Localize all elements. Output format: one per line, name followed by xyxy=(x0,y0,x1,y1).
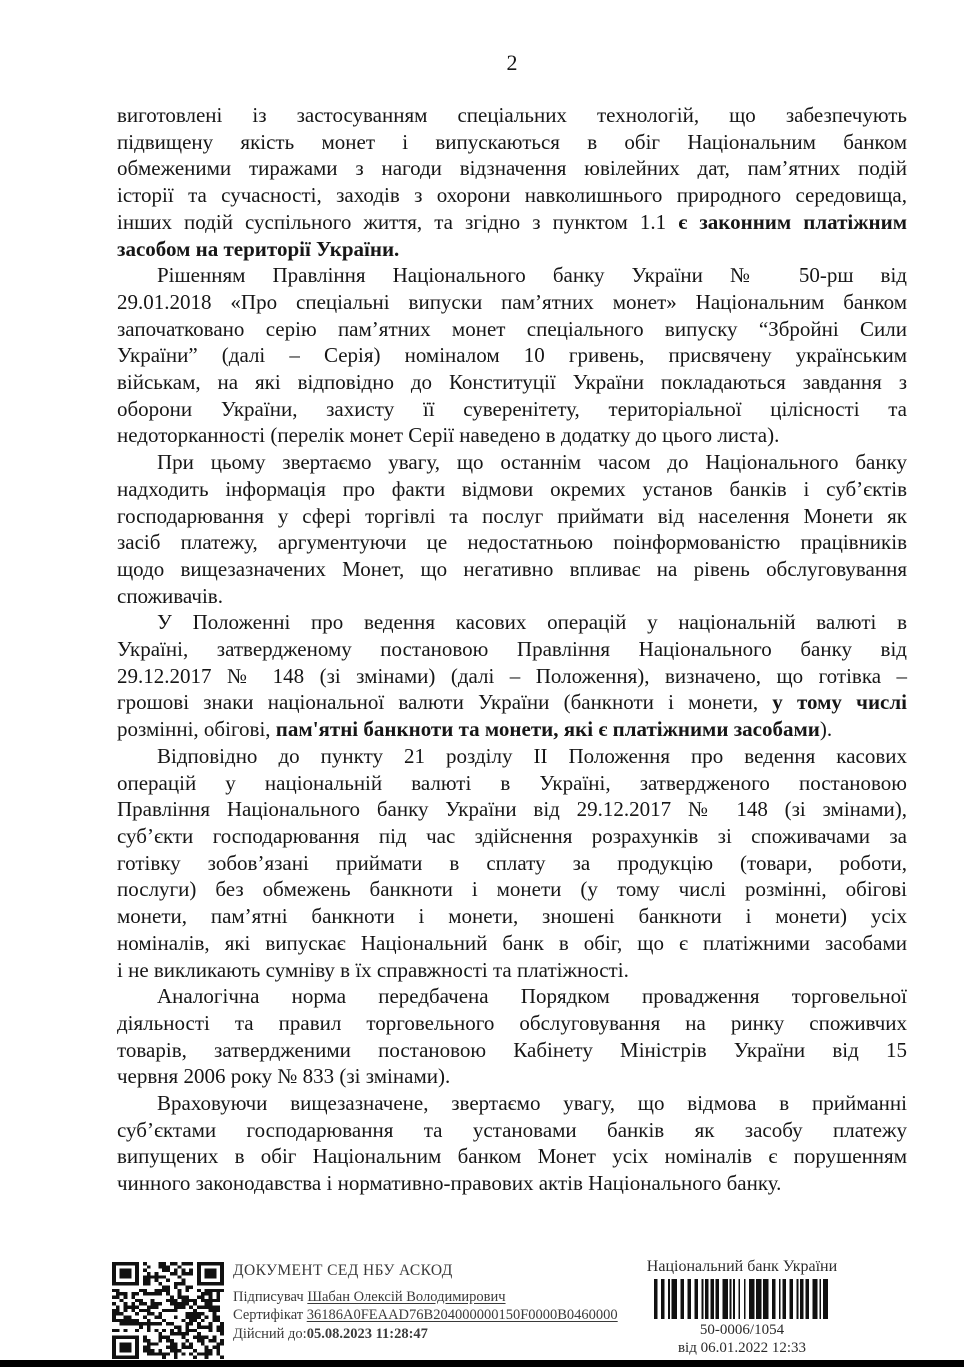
page-number: 2 xyxy=(506,50,518,75)
signature-system-title: ДОКУМЕНТ СЕД НБУ АСКОД xyxy=(233,1262,453,1279)
text-line: інших подій суспільного життя, та згідно з пунктом 1.1 є законним платіжним xyxy=(117,209,907,234)
document-date: від 06.01.2022 12:33 xyxy=(677,1340,807,1356)
text-line: 29.12.2017 № 148 (зі змінами) (далі – Положення), визначено, що готівка – xyxy=(117,663,907,688)
text-line: Рішенням Правління Національного банку України № 50-рш від xyxy=(157,263,907,288)
text-line: започатковано серію пам’ятних монет спеціального випуску “Збройні Сили xyxy=(117,316,907,341)
scan-edge-strip xyxy=(0,1360,964,1367)
paragraph xyxy=(117,983,907,1090)
certificate-label: Сертифікат xyxy=(233,1307,304,1324)
signer-label: Підписувач xyxy=(233,1289,304,1305)
text-line: 29.01.2018 «Про спеціальні випуски пам’ятних монет» Національним банком xyxy=(117,289,907,314)
paragraph xyxy=(117,262,907,449)
signer-name: Шабан Олексій Володимирович xyxy=(307,1289,506,1305)
organization-name: Національний банк України xyxy=(646,1258,838,1275)
text-line: Відповідно до пункту 21 розділу ІІ Положення про ведення касових xyxy=(157,743,907,768)
text-line: надходить інформація про факти відмови окремих установ банків і суб’єктів xyxy=(117,476,907,501)
validity-label: Дійсний до: xyxy=(233,1325,307,1342)
footer xyxy=(0,1256,964,1362)
text-line: Враховуючи вищезазначене, звертаємо увагу, що відмова в прийманні xyxy=(157,1091,907,1116)
text-line: Аналогічна норма передбачена Порядком провадження торговельної xyxy=(157,984,907,1009)
text-line: підвищену якість монет і випускаються в обіг Національним банком xyxy=(117,129,907,154)
barcode xyxy=(654,1279,830,1319)
text-line: випущених в обіг Національним банком Монет усіх номіналів є порушенням xyxy=(117,1144,907,1169)
certificate-line xyxy=(233,1306,618,1324)
paragraph xyxy=(117,1090,907,1197)
signer-line xyxy=(233,1288,618,1306)
text-line: чинного законодавства і нормативно-правових актів Національного банку. xyxy=(117,1171,782,1196)
text-line: операцій у національній валюті в Україні, затвердженого постановою xyxy=(117,770,907,795)
text-line: недоторканності (перелік монет Серії наведено в додатку до цього листа). xyxy=(117,423,780,448)
text-line: діяльності та правил торговельного обслуговування на ринку споживчих xyxy=(117,1010,907,1035)
certificate-number: 36186A0FEAAD76B204000000150F0000B0460000 xyxy=(306,1307,618,1324)
document-body xyxy=(117,102,907,1197)
text-line: історії та сучасності, заходів з охорони навколишнього природного середовища, xyxy=(117,183,907,208)
text-line: військам, на які відповідно до Конституції України покладаються завдання з xyxy=(117,370,907,395)
text-line: У Положенні про ведення касових операцій у національній валюті в xyxy=(157,610,907,635)
text-line: Правління Національного банку України від 29.12.2017 № 148 (зі змінами), xyxy=(117,797,907,822)
paragraph xyxy=(117,743,907,983)
text-line: виготовлені із застосуванням спеціальних технологій, що забезпечують xyxy=(117,103,907,127)
document-number: 50-0006/1054 xyxy=(699,1322,785,1338)
validity-line xyxy=(233,1325,618,1343)
text-line: і не викликають сумніву в їх справжності та платіжності. xyxy=(117,957,629,982)
text-line: засобом на території України. xyxy=(117,236,400,261)
paragraph xyxy=(117,102,907,262)
text-line: При цьому звертаємо увагу, що останнім часом до Національного банку xyxy=(157,450,907,475)
qr-code xyxy=(112,1262,224,1359)
text-line: червня 2006 року № 833 (зі змінами). xyxy=(117,1064,451,1089)
text-line: суб’єктами господарювання та установами банків як засобу платежу xyxy=(117,1117,907,1142)
text-line: обмеженими тиражами з нагоди відзначення ювілейних дат, пам’ятних подій xyxy=(117,156,907,181)
text-line: готівку зобов’язані приймати в сплату за продукцію (товари, роботи, xyxy=(117,850,907,875)
text-line: послуги) без обмежень банкноти і монети (у тому числі розмінні, обігові xyxy=(117,877,907,902)
text-line: України” (далі – Серія) номіналом 10 гривень, присвячену українським xyxy=(117,343,907,368)
text-line: суб’єкти господарювання під час здійснення розрахунків зі споживачами за xyxy=(117,823,907,848)
text-line: монети, пам’ятні банкноти і монети, зношені банкноти і монети) усіх xyxy=(117,904,907,929)
text-line: господарювання у сфері торгівлі та послуг приймати від населення Монети як xyxy=(117,503,907,528)
paragraph xyxy=(117,609,907,743)
signature-block xyxy=(233,1262,618,1343)
text-line: розмінні, обігові, пам'ятні банкноти та монети, які є платіжними засобами). xyxy=(117,717,833,742)
text-line: щодо вищезазначених Монет, що негативно впливає на рівень обслуговування xyxy=(117,556,907,581)
validity-date: 05.08.2023 11:28:47 xyxy=(306,1325,428,1342)
text-line: товарів, затвердженими постановою Кабінету Міністрів України від 15 xyxy=(117,1037,907,1062)
text-line: оборони України, захисту її суверенітету, територіальної цілісності та xyxy=(117,396,907,421)
text-line: споживачів. xyxy=(117,583,223,608)
text-line: Україні, затвердженому постановою Правління Національного банку від xyxy=(117,637,907,662)
text-line: номіналів, які випускає Національний банк в обіг, що є платіжними засобами xyxy=(117,930,907,955)
text-line: грошові знаки національної валюти України (банкноти і монети, у тому числі xyxy=(117,690,907,715)
paragraph xyxy=(117,449,907,609)
text-line: засіб платежу, аргументуючи це недостатньою поінформованістю працівників xyxy=(117,530,907,555)
stamp-block xyxy=(642,1258,842,1357)
